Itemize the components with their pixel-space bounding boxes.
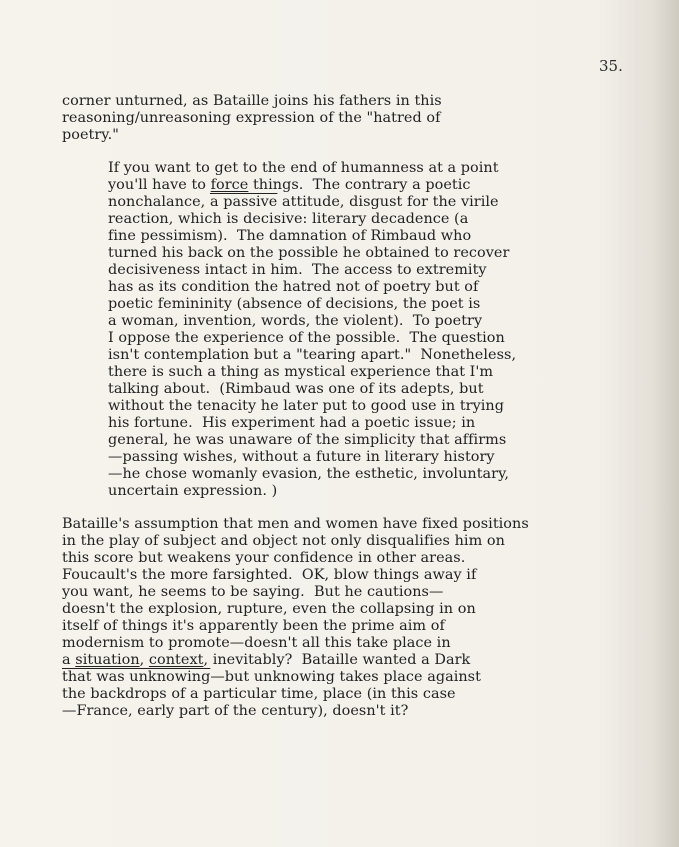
block-quote-line: I oppose the experience of the possible. The question	[108, 330, 505, 346]
block-quote-line: turned his back on the possible he obtained to recover	[108, 245, 510, 261]
paragraph-2-line: Bataille's assumption that men and women have fixed positions	[62, 516, 529, 532]
paragraph-2-line: itself of things it's apparently been the prime aim of	[62, 618, 445, 634]
paragraph-2-line: in the play of subject and object not only disqualifies him on	[62, 533, 505, 549]
overlined-phrase: that was unknowing	[62, 669, 211, 685]
block-quote-line: without the tenacity he later put to good use in trying	[108, 398, 504, 414]
block-quote-line: a woman, invention, words, the violent). To poetry	[108, 313, 483, 329]
underlined-word: force	[210, 177, 249, 193]
block-quote-line: —he chose womanly evasion, the esthetic, involuntary,	[108, 466, 509, 482]
underlined-word: situation	[75, 652, 140, 668]
paragraph-1-line-3: poetry."	[62, 127, 119, 143]
block-quote-line: poetic femininity (absence of decisions, the poet is	[108, 296, 481, 312]
block-quote-line: nonchalance, a passive attitude, disgust for the virile	[108, 194, 499, 210]
paragraph-1-line-2: reasoning/unreasoning expression of the "hatred of	[62, 110, 441, 126]
block-quote-line: reaction, which is decisive: literary decadence (a	[108, 211, 469, 227]
block-quote-line: —passing wishes, without a future in literary history	[108, 449, 495, 465]
paragraph-2-line: —France, early part of the century), doesn't it?	[62, 703, 409, 719]
block-quote-line: uncertain expression. )	[108, 483, 278, 499]
paragraph-2-line: doesn't the explosion, rupture, even the collapsing in on	[62, 601, 476, 617]
block-quote-line: you'll have to force things. The contrary a poetic	[108, 177, 471, 193]
paragraph-1-line-1: corner unturned, as Bataille joins his fathers in this	[62, 93, 442, 109]
overlined-phrase: a passive	[209, 194, 278, 210]
page-number: 35.	[599, 57, 623, 75]
paragraph-2-line: that was unknowing—but unknowing takes place against	[62, 669, 481, 685]
block-quote-line: has as its condition the hatred not of poetry but of	[108, 279, 479, 295]
paragraph-2-line: you want, he seems to be saying. But he cautions—	[62, 584, 444, 600]
paragraph-2-line: modernism to promote—doesn't all this take place in	[62, 635, 451, 651]
block-quote-line: If you want to get to the end of humanness at a point	[108, 160, 499, 176]
block-quote-line: his fortune. His experiment had a poetic issue; in	[108, 415, 476, 431]
paragraph-2-line: Foucault's the more farsighted. OK, blow things away if	[62, 567, 477, 583]
block-quote-line: there is such a thing as mystical experience that I'm	[108, 364, 494, 380]
block-quote-line: talking about. (Rimbaud was one of its adepts, but	[108, 381, 484, 397]
block-quote-line: decisiveness intact in him. The access to extremity	[108, 262, 487, 278]
underlined-word: context	[148, 652, 204, 668]
block-quote-line: general, he was unaware of the simplicity that affirms	[108, 432, 507, 448]
paragraph-2-line: a situation, context, inevitably? Bataille wanted a Dark	[62, 652, 471, 668]
paragraph-2-line: the backdrops of a particular time, place (in this case	[62, 686, 456, 702]
block-quote-line: fine pessimism). The damnation of Rimbaud who	[108, 228, 472, 244]
block-quote-line: isn't contemplation but a "tearing apart." Nonetheless,	[108, 347, 517, 363]
paragraph-2-line: this score but weakens your confidence in other areas.	[62, 550, 466, 566]
